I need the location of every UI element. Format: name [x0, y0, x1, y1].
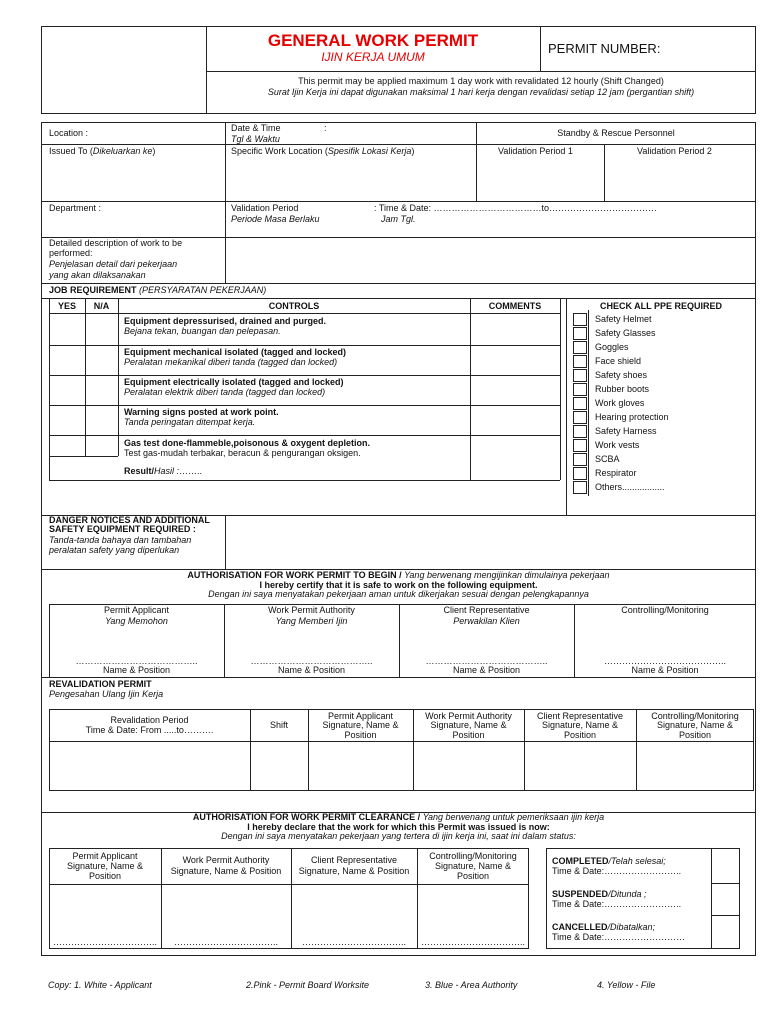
ppe-checkbox-gloves[interactable]	[573, 397, 587, 410]
reval-col-client: Position	[563, 730, 597, 740]
periode-label: Periode Masa Berlaku	[231, 214, 320, 224]
control-5-en: Gas test done-flammeble,poisonous & oxygent depletion.	[124, 438, 371, 448]
ppe-label: Safety shoes	[595, 370, 648, 380]
clear-col-client: Client Representative	[310, 855, 398, 865]
clear-col-monitoring: Controlling/Monitoring	[429, 851, 517, 861]
control-2-id: Peralatan mekanikal diberi tanda (tagged dan locked)	[124, 357, 338, 367]
date-time-colon: :	[324, 123, 327, 133]
status-completed[interactable]: COMPLETED/Telah selesai;	[552, 856, 666, 866]
reval-col-period: Revalidation Period	[110, 715, 189, 725]
ppe-checkbox-glasses[interactable]	[573, 327, 587, 340]
clearance-declare: I hereby declare that the work for which this Permit was issued is now:	[247, 822, 550, 832]
ppe-checkbox-vests[interactable]	[573, 439, 587, 452]
gas-test-result[interactable]: Result/Hasil :……..	[124, 466, 203, 476]
col-na: N/A	[93, 301, 110, 311]
standby-label: Standby & Rescue Personnel	[557, 128, 675, 138]
status-completed-time[interactable]: Time & Date:……………………..	[552, 866, 682, 876]
validation-period-2: Validation Period 2	[637, 146, 712, 156]
signer-applicant-en: Permit Applicant	[103, 605, 170, 615]
ppe-label: Hearing protection	[595, 412, 669, 422]
ppe-title: CHECK ALL PPE REQUIRED	[599, 301, 722, 311]
ppe-checkbox-shoes[interactable]	[573, 369, 587, 382]
issued-to-label: Issued To (Dikeluarkan ke)	[49, 146, 156, 156]
ppe-checkbox-rubber-boots[interactable]	[573, 383, 587, 396]
signature-line[interactable]: ……………………………..	[52, 937, 157, 947]
tgl-waktu-label: Tgl & Waktu	[231, 134, 280, 144]
danger-id-2: peralatan safety yang diperlukan	[49, 545, 180, 555]
permit-number-label: PERMIT NUMBER:	[548, 41, 661, 56]
validation-period-1: Validation Period 1	[498, 146, 573, 156]
reval-col-applicant: Position	[344, 730, 377, 740]
reval-col-authority: Work Permit Authority	[425, 711, 512, 721]
ppe-label: Work vests	[595, 440, 640, 450]
name-position-label: Name & Position	[277, 665, 346, 675]
auth-begin-title: AUTHORISATION FOR WORK PERMIT TO BEGIN / Yang berwenang mengijinkan dimulainya pekerjaan	[187, 570, 610, 580]
signature-line[interactable]: …………………………………..	[425, 656, 548, 666]
ppe-label: Face shield	[595, 356, 642, 366]
specific-location-label: Specific Work Location (Spesifik Lokasi Kerja)	[231, 146, 415, 156]
detailed-desc-id-1: Penjelasan detail dari pekerjaan	[49, 259, 178, 269]
control-4-en: Warning signs posted at work point.	[124, 407, 279, 417]
control-1-id: Bejana tekan, buangan dan pelepasan.	[124, 326, 281, 336]
control-2-en: Equipment mechanical isolated (tagged and locked)	[124, 347, 347, 357]
ppe-label: Goggles	[595, 342, 629, 352]
status-suspended-time[interactable]: Time & Date:……………………..	[552, 899, 682, 909]
permit-note-en: This permit may be applied maximum 1 day work with revalidated 12 hourly (Shift Changed)	[298, 76, 664, 86]
footer-copy-2: 2.Pink - Permit Board Worksite	[246, 980, 370, 990]
department-label: Department :	[49, 203, 102, 213]
clear-col-applicant: Position	[88, 871, 122, 881]
clear-col-monitoring: Position	[456, 871, 490, 881]
control-3-en: Equipment electrically isolated (tagged and locked)	[124, 377, 344, 387]
reval-col-applicant: Permit Applicant	[327, 711, 394, 721]
name-position-label: Name & Position	[102, 665, 171, 675]
reval-col-applicant: Signature, Name &	[322, 720, 399, 730]
reval-col-period-sub: Time & Date: From .....to……….	[85, 725, 214, 735]
ppe-checkbox-others[interactable]	[573, 481, 587, 494]
signature-line[interactable]: ……………………………..	[420, 937, 525, 947]
time-date-field[interactable]: : Time & Date: ………………………………to………………………………	[374, 203, 658, 213]
ppe-checkbox-scba[interactable]	[573, 453, 587, 466]
ppe-checkbox-harness[interactable]	[573, 425, 587, 438]
permit-note-id: Surat Ijin Kerja ini dapat digunakan maksimal 1 hari kerja dengan revalidasi setiap 12 jam (pergantian shift)	[267, 87, 695, 97]
footer-copy-1: Copy: 1. White - Applicant	[48, 980, 152, 990]
ppe-label: Others.................	[595, 482, 665, 492]
detailed-desc-id-2: yang akan dilaksanakan	[49, 270, 146, 280]
clear-col-applicant: Permit Applicant	[72, 851, 138, 861]
jam-tgl-label: Jam Tgl.	[381, 214, 416, 224]
ppe-label: SCBA	[595, 454, 620, 464]
ppe-label: Rubber boots	[595, 384, 650, 394]
signer-applicant-id: Yang Memohon	[105, 616, 168, 626]
signature-line[interactable]: …………………………………..	[75, 656, 198, 666]
ppe-checkbox-respirator[interactable]	[573, 467, 587, 480]
status-cancelled-time[interactable]: Time & Date:………………………	[552, 932, 686, 942]
control-1-en: Equipment depressurised, drained and purged.	[124, 316, 327, 326]
location-label: Location :	[49, 128, 89, 138]
clear-col-authority: Work Permit Authority	[182, 855, 270, 865]
ppe-checkbox-face-shield[interactable]	[573, 355, 587, 368]
clear-col-monitoring: Signature, Name &	[434, 861, 512, 871]
danger-id-1: Tanda-tanda bahaya dan tambahan	[49, 535, 192, 545]
ppe-label: Respirator	[595, 468, 637, 478]
reval-col-client: Signature, Name &	[541, 720, 619, 730]
signer-client-id: Perwakilan Klien	[453, 616, 520, 626]
signature-line[interactable]: …………………………………..	[603, 656, 726, 666]
reval-col-monitoring: Position	[678, 730, 712, 740]
ppe-label: Safety Helmet	[595, 314, 652, 324]
clear-col-authority: Signature, Name & Position	[170, 866, 282, 876]
col-comments: COMMENTS	[488, 301, 542, 311]
ppe-checkbox-goggles[interactable]	[573, 341, 587, 354]
name-position-label: Name & Position	[631, 665, 699, 675]
form-subtitle: IJIN KERJA UMUM	[321, 50, 425, 64]
col-yes: YES	[57, 301, 76, 311]
date-time-label: Date & Time	[231, 123, 281, 133]
reval-col-authority: Position	[452, 730, 485, 740]
ppe-checkbox-hearing[interactable]	[573, 411, 587, 424]
reval-col-monitoring: Controlling/Monitoring	[651, 711, 739, 721]
revalidation-title: REVALIDATION PERMIT	[49, 679, 152, 689]
validation-period-label: Validation Period	[231, 203, 299, 213]
clear-col-client: Signature, Name & Position	[298, 866, 410, 876]
revalidation-title-id: Pengesahan Ulang Ijin Kerja	[49, 689, 164, 699]
reval-col-authority: Signature, Name &	[430, 720, 507, 730]
ppe-label: Safety Glasses	[595, 328, 656, 338]
reval-col-monitoring: Signature, Name &	[656, 720, 734, 730]
clear-col-applicant: Signature, Name &	[66, 861, 144, 871]
control-5-id: Test gas-mudah terbakar, beracun & pengurangan oksigen.	[124, 448, 361, 458]
footer-copy-3: 3. Blue - Area Authority	[425, 980, 518, 990]
signer-client-en: Client Representative	[443, 605, 530, 615]
footer-copy-4: 4. Yellow - File	[597, 980, 656, 990]
reval-col-shift: Shift	[269, 720, 288, 730]
ppe-label: Work gloves	[595, 398, 645, 408]
danger-title-1: DANGER NOTICES AND ADDITIONAL	[49, 515, 210, 525]
clearance-declare-id: Dengan ini saya menyatakan pekerjaan yang tertera di ijin kerja ini, saat ini dalam status:	[221, 831, 576, 841]
status-cancelled[interactable]: CANCELLED/Dibatalkan;	[552, 922, 656, 932]
signer-authority-en: Work Permit Authority	[268, 605, 355, 615]
signature-line[interactable]: …………………………………..	[250, 656, 373, 666]
signer-authority-id: Yang Memberi Ijin	[275, 616, 348, 626]
detailed-desc-en-2: performed:	[49, 248, 93, 258]
job-requirement-title: JOB REQUIREMENT (PERSYARATAN PEKERJAAN)	[49, 285, 267, 295]
detailed-desc-en-1: Detailed description of work to be	[49, 238, 183, 248]
reval-col-client: Client Representative	[536, 711, 624, 721]
clearance-title: AUTHORISATION FOR WORK PERMIT CLEARANCE / Yang berwenang untuk pemeriksaan ijin kerja	[192, 812, 605, 822]
name-position-label: Name & Position	[452, 665, 521, 675]
status-suspended[interactable]: SUSPENDED/Ditunda ;	[552, 889, 647, 899]
signature-line[interactable]: ……………………………..	[173, 937, 278, 947]
col-controls: CONTROLS	[268, 301, 320, 311]
auth-begin-certify: I hereby certify that it is safe to work on the following equipment.	[259, 580, 538, 590]
ppe-checkbox-helmet[interactable]	[573, 313, 587, 326]
control-3-id: Peralatan elektrik diberi tanda (tagged dan locked)	[124, 387, 326, 397]
control-4-id: Tanda peringatan ditempat kerja.	[124, 417, 256, 427]
ppe-label: Safety Harness	[595, 426, 657, 436]
signer-monitoring-en: Controlling/Monitoring	[621, 605, 709, 615]
form-title: GENERAL WORK PERMIT	[267, 31, 479, 50]
signature-line[interactable]: ……………………………..	[301, 937, 406, 947]
auth-begin-certify-id: Dengan ini saya menyatakan pekerjaan aman untuk dikerjakan sesuai dengan pelengkapannya	[208, 589, 589, 599]
danger-title-2: SAFETY EQUIPMENT REQUIRED :	[49, 524, 196, 534]
